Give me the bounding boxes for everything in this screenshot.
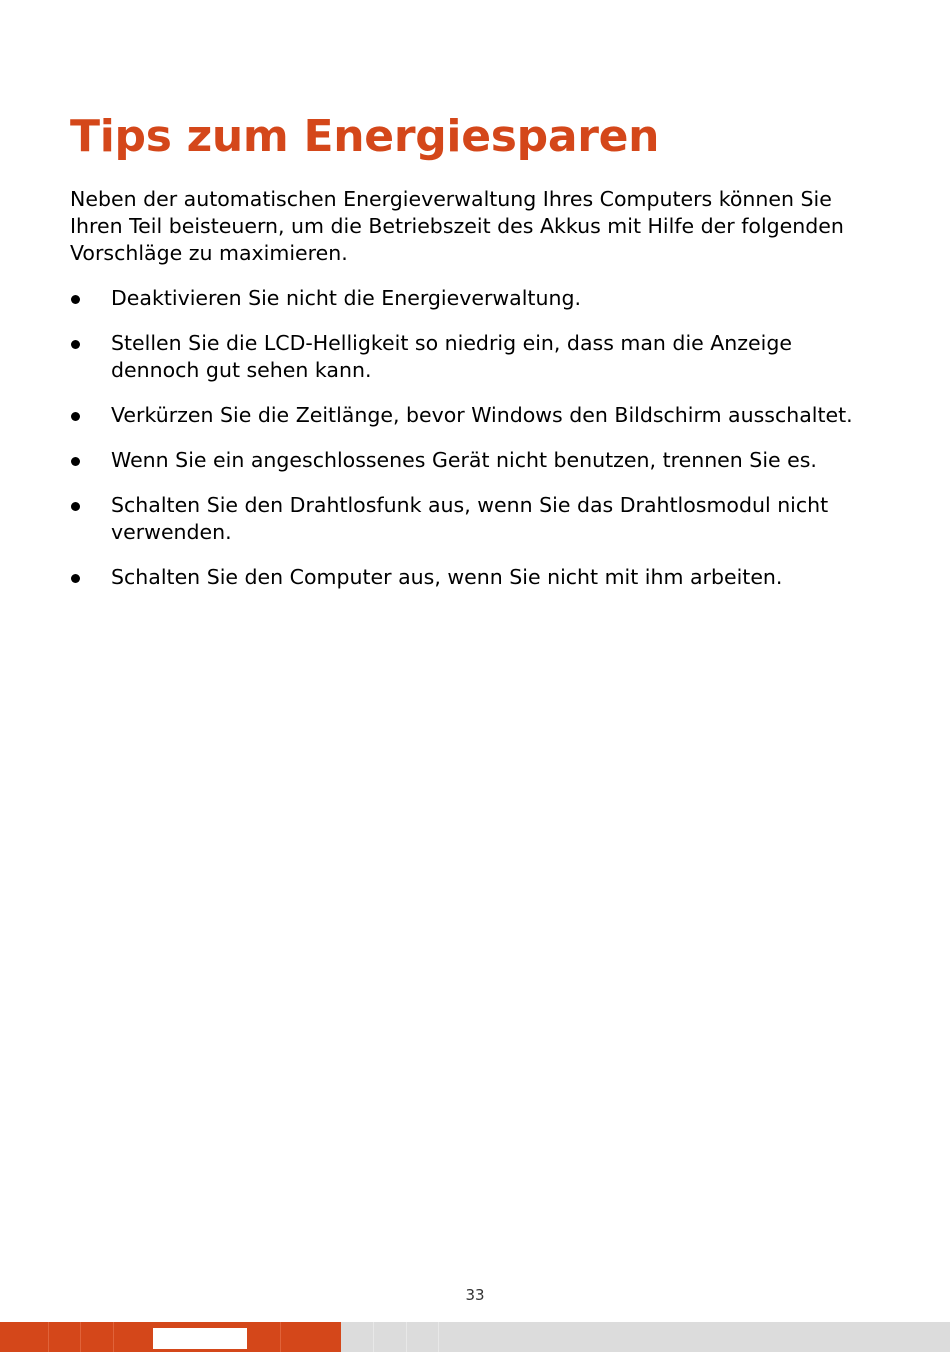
bullet-dot-icon [71,412,80,421]
list-item [70,285,880,312]
list-item-text: Schalten Sie den Computer aus, wenn Sie nicht mit ihm arbeiten. [111,565,783,589]
footer-divider [113,1322,114,1352]
bullet-dot-icon [71,502,80,511]
footer-white-block [153,1328,247,1349]
list-item-text: Deaktivieren Sie nicht die Energieverwaltung. [111,286,581,310]
footer-divider [373,1322,374,1352]
footer-divider [406,1322,407,1352]
bullet-dot-icon [71,340,80,349]
footer-divider [280,1322,281,1352]
footer-divider [438,1322,439,1352]
bullet-dot-icon [71,574,80,583]
page-number: 33 [465,1286,485,1304]
bullet-dot-icon [71,457,80,466]
list-item [70,564,880,591]
tips-list [70,285,880,609]
footer-bar [0,1322,950,1352]
footer-divider [80,1322,81,1352]
intro-paragraph: Neben der automatischen Energieverwaltung Ihres Computers können Sie Ihren Teil beisteuern, um die Betriebszeit des Akkus mit Hilfe der folgenden Vorschläge zu maximieren. [70,187,844,265]
list-item-text: Verkürzen Sie die Zeitlänge, bevor Windows den Bildschirm ausschaltet. [111,403,853,427]
bullet-dot-icon [71,295,80,304]
list-item [70,330,880,384]
page-title: Tips zum Energiesparen [70,111,660,162]
list-item-text: Schalten Sie den Drahtlosfunk aus, wenn Sie das Drahtlosmodul nicht verwenden. [111,493,829,544]
footer-divider [48,1322,49,1352]
list-item-text: Stellen Sie die LCD-Helligkeit so niedrig ein, dass man die Anzeige dennoch gut sehen kann. [111,331,792,382]
list-item-text: Wenn Sie ein angeschlossenes Gerät nicht benutzen, trennen Sie es. [111,448,817,472]
list-item [70,492,880,546]
footer-accent-segment [0,1322,341,1352]
footer-gray-segment [341,1322,950,1352]
list-item [70,447,880,474]
list-item [70,402,880,429]
